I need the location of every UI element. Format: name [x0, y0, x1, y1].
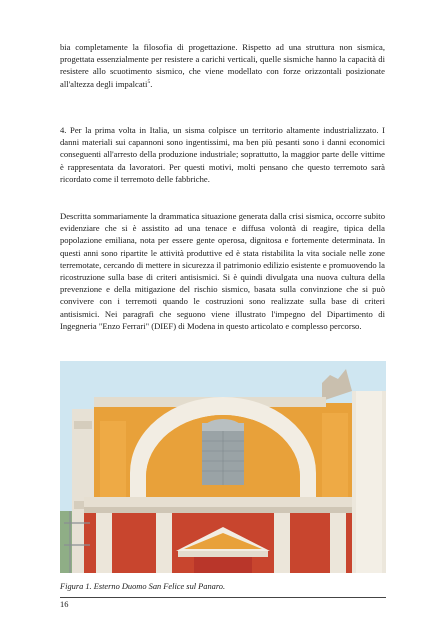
paragraph-3: Descritta sommariamente la drammatica situazione generata dalla crisi sismica, occorre subito evidenziare che si è assistito ad una tenace e diffusa volontà di reagire, tipica della popolazione emiliana, nota per essere gente operosa, dignitosa e fortemente determinata. In questi anni sono ripartite le attività produttive ed è stata ristabilita la vita sociale nelle zone terremotate, cercando di mettere in sicurezza il patrimonio edilizio esistente e promuovendo la ricostruzione sulla base di criteri antisismici. Si è quindi divulgata una nuova cultura della prevenzione e della mitigazione del rischio sismico, basata sulla convinzione che si può convivere con i terremoti quando le costruzioni sono realizzate sulla base di criteri antisismici. Nei paragrafi che seguono viene illustrato l'impegno del Dipartimento di Ingegneria "Enzo Ferrari" (DIEF) di Modena in questo articolato e complesso percorso. — [60, 211, 385, 331]
tree — [60, 511, 74, 573]
side-panel-left — [100, 421, 126, 497]
right-pilaster-face — [356, 391, 382, 573]
lower-pilaster — [96, 513, 112, 573]
footnote-marker[interactable]: 5 — [147, 78, 151, 85]
lower-pilaster — [330, 513, 346, 573]
door-area — [194, 557, 252, 573]
paragraph-1-end: . — [150, 78, 153, 89]
page-number: 16 — [60, 600, 69, 609]
entablature-shadow — [84, 507, 352, 513]
figure-duomo-photo — [60, 361, 386, 573]
paragraph-1 — [60, 41, 385, 90]
side-panel-right — [322, 413, 348, 497]
paragraph-2: 4. Per la prima volta in Italia, un sisma colpisce un territorio altamente industrializzato. I danni materiali sui capannoni sono ingentissimi, ma ben più pesanti sono i danni economici conseguenti all'arresto della produzione industriale; soprattutto, la maggior parte delle vittime è rappresentata da lavoratori. Per questi motivi, molti pensano che questo terremoto sarà ricordato come il terremoto delle fabbriche. — [60, 125, 385, 184]
lower-pilaster — [274, 513, 290, 573]
pilaster-moulding — [74, 421, 92, 429]
figure-caption: Figura 1. Esterno Duomo San Felice sul Panaro. — [60, 582, 226, 591]
footer-divider — [60, 597, 386, 598]
duomo-facade-illustration — [60, 361, 386, 573]
paragraph-1-text: bia completamente la filosofia di progettazione. Rispetto ad una struttura non sismica, progettata essenzialmente per resistere a carichi verticali, quelle sismiche hanno la capacità di resistere allo scuotimento sismico, che viene modellato con forze orizzontali posizionate all'altezza degli impalcati — [60, 42, 385, 89]
pediment-base — [178, 551, 268, 557]
lower-pilaster — [156, 513, 172, 573]
